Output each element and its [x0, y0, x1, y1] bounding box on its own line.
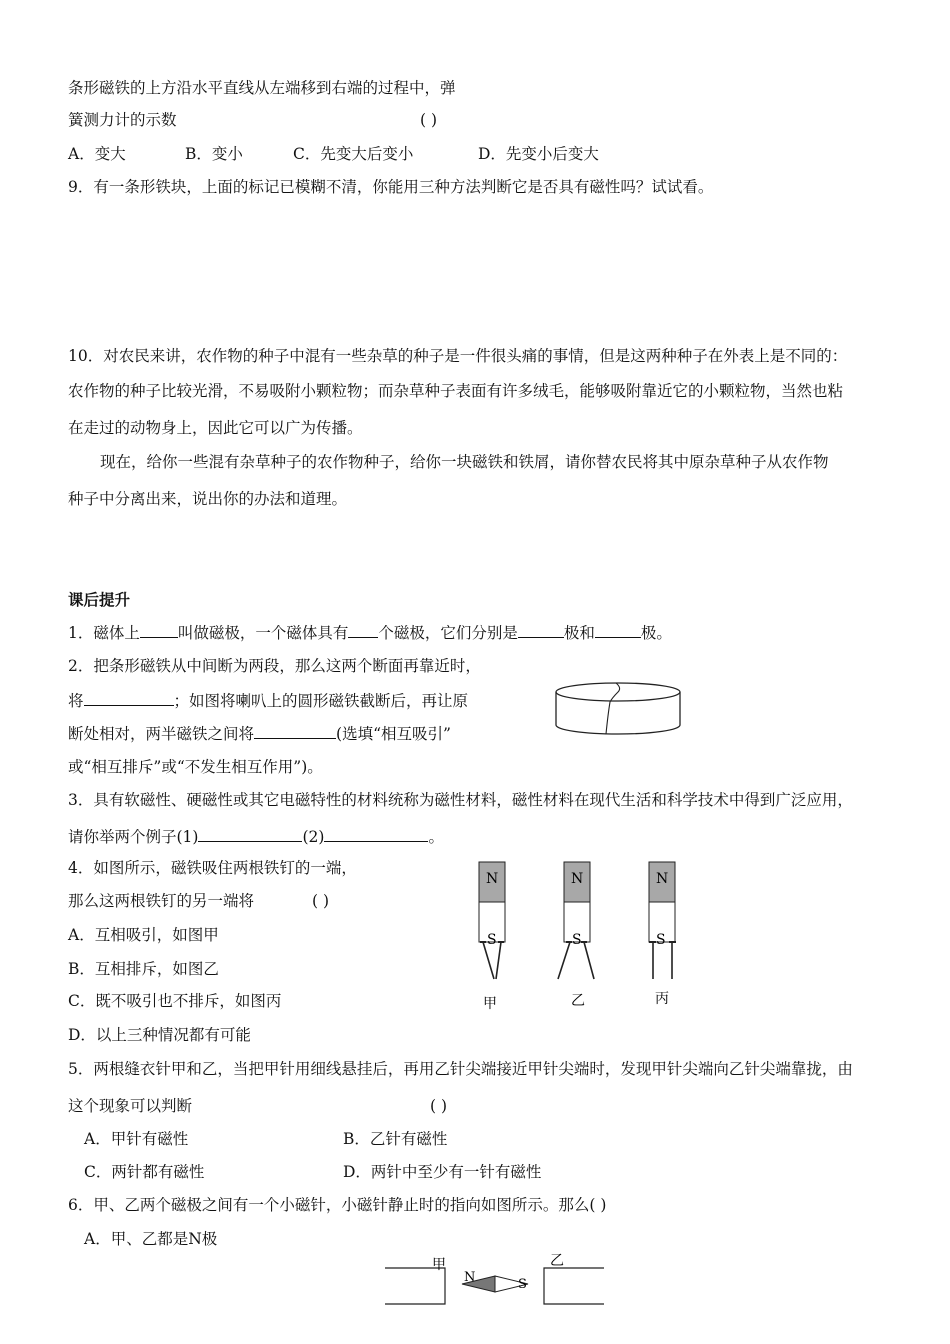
n-pole-label: N	[571, 871, 584, 887]
p4-option-d: D．以上三种情况都有可能	[68, 1026, 251, 1044]
p2-text: ；如图将喇叭上的圆形磁铁截断后，再让原	[173, 692, 469, 710]
p1-text-c: 个磁极，它们分别是	[378, 624, 518, 642]
n-pole-label: N	[486, 871, 499, 887]
q8-line2: 簧测力计的示数	[68, 111, 177, 129]
q10-line4: 现在，给你一些混有杂草种子的农作物种子，给你一块磁铁和铁屑，请你替农民将其中原杂草种子从农作物	[100, 453, 829, 471]
p3-line1: 3．具有软磁性、硬磁性或其它电磁特性的材料统称为磁性材料，磁性材料在现代生活和科学技术中得到广泛应用，	[68, 791, 853, 809]
p4-line1: 4．如图所示，磁铁吸住两根铁钉的一端，	[68, 859, 357, 877]
blank[interactable]	[254, 723, 336, 739]
p4-option-a: A．互相吸引，如图甲	[68, 926, 219, 944]
p1-line	[68, 622, 672, 643]
q10-line2: 农作物的种子比较光滑，不易吸附小颗粒物；而杂草种子表面有许多绒毛，能够吸附靠近它的小颗粒物，当然也粘	[68, 382, 844, 400]
s-pole-label: S	[656, 932, 666, 948]
p5-option-c: C．两针都有磁性	[84, 1163, 205, 1181]
blank[interactable]	[140, 622, 178, 638]
figure-label-yi: 乙	[571, 993, 585, 1009]
magnet-yi	[558, 862, 594, 1009]
p2-text: (选填“相互吸引”	[336, 725, 451, 743]
p4-option-b: B．互相排斥，如图乙	[68, 960, 219, 978]
p6-option-a: A．甲、乙都是N极	[84, 1230, 218, 1248]
q8-option-b: B．变小	[185, 145, 243, 163]
cylinder-magnet-figure	[552, 680, 687, 738]
p1-text-d: 极和	[563, 624, 595, 642]
blank[interactable]	[198, 826, 302, 842]
p3-line2	[68, 826, 444, 847]
needle-n-label: N	[464, 1270, 476, 1285]
p2-line4: 或“相互排斥”或“不发生相互作用”)。	[68, 758, 323, 776]
q8-option-a: A．变大	[68, 145, 126, 163]
blank[interactable]	[595, 622, 641, 638]
magnets-nails-figure	[460, 855, 700, 1025]
p2-line2	[68, 690, 468, 711]
blank[interactable]	[518, 622, 564, 638]
p4-answer-paren: ( )	[312, 892, 330, 910]
q8-option-d: D．先变小后变大	[478, 145, 599, 163]
compass-needle-figure	[380, 1248, 610, 1310]
p3-text: 请你举两个例子(1)	[68, 828, 199, 846]
figure-label-bing: 丙	[655, 991, 669, 1007]
p4-line2: 那么这两根铁钉的另一端将	[68, 892, 255, 910]
p1-text-b: 叫做磁极，一个磁体具有	[177, 624, 349, 642]
blank[interactable]	[324, 826, 428, 842]
p5-option-d: D．两针中至少有一针有磁性	[343, 1163, 542, 1181]
p2-line1: 2．把条形磁铁从中间断为两段，那么这两个断面再靠近时，	[68, 657, 481, 675]
q8-answer-paren: ( )	[420, 111, 438, 129]
p5-answer-paren: ( )	[430, 1097, 448, 1115]
p2-text: 将	[68, 692, 84, 710]
p1-text-e: 极。	[640, 624, 672, 642]
magnet-bing	[649, 862, 676, 1007]
p1-text-a: 1．磁体上	[68, 624, 140, 642]
p5-line2: 这个现象可以判断	[68, 1097, 193, 1115]
s-pole-label: S	[572, 932, 582, 948]
p3-text: 。	[428, 828, 444, 846]
p5-option-a: A．甲针有磁性	[84, 1130, 189, 1148]
p4-option-c: C．既不吸引也不排斥，如图丙	[68, 992, 282, 1010]
q10-line3: 在走过的动物身上，因此它可以广为传播。	[68, 419, 363, 437]
p5-option-b: B．乙针有磁性	[343, 1130, 448, 1148]
q10-line1: 10．对农民来讲，农作物的种子中混有一些杂草的种子是一件很头痛的事情，但是这两种种子在外表上是不同的：	[68, 347, 848, 365]
magnet-jia	[479, 862, 505, 1012]
p2-line3	[68, 723, 451, 744]
q8-line1: 条形磁铁的上方沿水平直线从左端移到右端的过程中，弹	[68, 79, 456, 97]
p3-text: (2)	[302, 828, 325, 846]
blank[interactable]	[348, 622, 378, 638]
s-pole-label: S	[487, 932, 497, 948]
q9-text: 9．有一条形铁块，上面的标记已模糊不清，你能用三种方法判断它是否具有磁性吗？试试看。	[68, 178, 714, 196]
section-title: 课后提升	[68, 591, 131, 609]
pole-label-jia: 甲	[432, 1257, 446, 1273]
pole-label-yi: 乙	[550, 1253, 564, 1269]
p2-text: 断处相对，两半磁铁之间将	[68, 725, 255, 743]
p6-line1: 6．甲、乙两个磁极之间有一个小磁针，小磁针静止时的指向如图所示。那么( )	[68, 1196, 607, 1214]
n-pole-label: N	[656, 871, 669, 887]
p5-line1: 5．两根缝衣针甲和乙，当把甲针用细线悬挂后，再用乙针尖端接近甲针尖端时，发现甲针尖端向乙针尖端靠拢，由	[68, 1060, 853, 1078]
q8-option-c: C．先变大后变小	[293, 145, 414, 163]
blank[interactable]	[84, 690, 174, 706]
figure-label-jia: 甲	[483, 996, 497, 1012]
q10-line5: 种子中分离出来，说出你的办法和道理。	[68, 490, 348, 508]
needle-s-label: S	[518, 1277, 527, 1292]
